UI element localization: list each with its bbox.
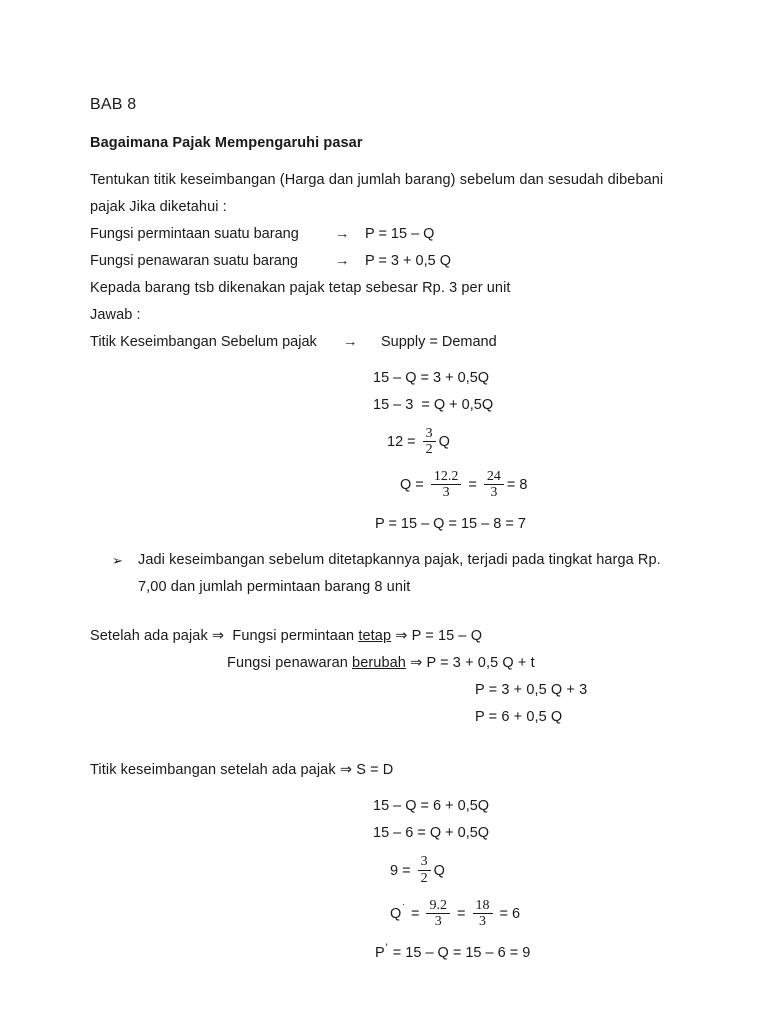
fraction-denominator: 3 <box>479 913 487 929</box>
spacer <box>90 120 690 129</box>
equation-after-2: 15 – 6 = Q + 0,5Q <box>373 825 490 842</box>
supply-function-label: Fungsi penawaran suatu barang <box>90 253 298 269</box>
before-tax-label: Titik Keseimbangan Sebelum pajak <box>90 334 317 350</box>
equation-before-1: 15 – Q = 3 + 0,5Q <box>373 370 490 386</box>
equation-after-3-lhs: 9 = <box>390 862 415 879</box>
double-arrow-icon: ⇒ <box>395 628 408 645</box>
equation-after-5 <box>375 940 690 967</box>
intro-line-2: pajak Jika diketahui : <box>90 199 227 215</box>
fraction-twentyfour-over-three <box>484 469 504 500</box>
arrowhead-bullet-icon: ➢ <box>112 553 123 569</box>
equation-after-1: 15 – Q = 6 + 0,5Q <box>373 798 490 815</box>
equation-after-4 <box>390 899 690 930</box>
after-tax-demand-prefix: Fungsi permintaan <box>224 628 359 645</box>
prime-mark: ' <box>385 941 388 954</box>
equation-before-5: P = 15 – Q = 15 – 8 = 7 <box>375 516 526 533</box>
double-arrow-icon: ⇒ <box>410 655 423 672</box>
equation-before-4-lhs: Q = <box>400 477 428 494</box>
fraction-nine-two-over-three <box>426 898 450 929</box>
equation-after-4-equals: = <box>406 905 424 922</box>
conclusion-bullet-item <box>112 547 690 601</box>
spacer <box>90 158 690 167</box>
fraction-denominator: 3 <box>434 913 442 929</box>
fraction-numerator: 18 <box>473 898 493 914</box>
fraction-denominator: 3 <box>442 485 450 501</box>
document-body <box>90 90 690 967</box>
equation-before-2: 15 – 3 = Q + 0,5Q <box>373 397 494 413</box>
fraction-numerator: 24 <box>484 469 504 485</box>
double-arrow-icon: ⇒ <box>339 762 353 779</box>
equation-after-3 <box>390 855 690 886</box>
after-tax-demand-expression: P = 15 – Q <box>407 628 483 645</box>
after-tax-equilibrium-expression: S = D <box>352 762 394 779</box>
section-heading: Bagaimana Pajak Mempengaruhi pasar <box>90 135 363 151</box>
fraction-denominator: 2 <box>425 442 433 458</box>
demand-function-row <box>90 221 690 248</box>
equation-before-3-lhs: 12 = <box>387 434 420 451</box>
tax-note: Kepada barang tsb dikenakan pajak tetap sebesar Rp. 3 per unit <box>90 280 511 296</box>
after-tax-demand-row <box>90 623 690 650</box>
spacer <box>90 356 690 365</box>
equation-before-3 <box>387 427 690 458</box>
after-tax-demand-underlined: tetap <box>358 628 392 645</box>
right-arrow-icon: → <box>335 226 350 242</box>
fraction-numerator: 3 <box>423 426 436 442</box>
equation-before-4-tail: = 8 <box>506 477 528 494</box>
fraction-denominator: 3 <box>490 485 498 501</box>
conclusion-text <box>138 547 690 601</box>
after-tax-supply-row <box>227 650 690 677</box>
equation-after-5-tail: = 15 – Q = 15 – 6 = 9 <box>388 944 531 961</box>
spacer <box>90 538 690 547</box>
after-tax-supply-line-2: P = 3 + 0,5 Q + 3 <box>475 682 588 699</box>
demand-function-expression: P = 15 – Q <box>365 226 435 242</box>
conclusion-line-2: 7,00 dan jumlah permintaan barang 8 unit <box>138 579 411 596</box>
equation-after-4-mid: = <box>452 905 470 922</box>
right-arrow-icon: → <box>335 253 350 269</box>
after-tax-supply-prefix: Fungsi penawaran <box>227 655 353 672</box>
equation-after-5-lhs: P <box>375 944 385 961</box>
fraction-numerator: 9.2 <box>426 898 450 914</box>
intro-line-1: Tentukan titik keseimbangan (Harga dan jumlah barang) sebelum dan sesudah dibebani <box>90 172 664 188</box>
equation-before-3-var: Q <box>438 434 450 451</box>
demand-function-label: Fungsi permintaan suatu barang <box>90 226 299 242</box>
equation-after-3-var: Q <box>433 862 445 879</box>
equation-after-4-tail: = 6 <box>495 905 521 922</box>
conclusion-line-1: Jadi keseimbangan sebelum ditetapkannya pajak, terjadi pada tingkat harga Rp. <box>138 552 661 569</box>
spacer <box>90 784 690 793</box>
after-tax-supply-expression: P = 3 + 0,5 Q + t <box>422 655 535 672</box>
after-tax-equilibrium-label: Titik keseimbangan setelah ada pajak <box>90 762 340 779</box>
after-tax-equilibrium-row <box>90 757 690 784</box>
right-arrow-icon: → <box>343 334 358 350</box>
equation-before-4 <box>400 470 690 501</box>
fraction-denominator: 2 <box>420 870 428 886</box>
fraction-three-halves <box>423 426 436 457</box>
after-tax-supply-line-3: P = 6 + 0,5 Q <box>475 709 563 726</box>
before-tax-expression: Supply = Demand <box>381 334 497 350</box>
fraction-eighteen-over-three <box>473 898 493 929</box>
answer-label: Jawab : <box>90 307 141 323</box>
equation-before-4-mid: = <box>464 477 481 494</box>
equation-after-4-lhs: Q <box>390 905 402 922</box>
prime-mark: ˙ <box>402 902 406 915</box>
fraction-three-halves <box>418 854 431 885</box>
fraction-twelve-two-over-three <box>431 469 462 500</box>
supply-function-row <box>90 248 690 275</box>
double-arrow-icon: ⇒ <box>211 628 225 645</box>
before-tax-equilibrium-row <box>90 329 690 356</box>
fraction-numerator: 12.2 <box>431 469 462 485</box>
chapter-title: BAB 8 <box>90 96 137 113</box>
fraction-numerator: 3 <box>418 854 431 870</box>
after-tax-supply-underlined: berubah <box>352 655 406 672</box>
spacer <box>90 731 690 757</box>
spacer <box>90 601 690 623</box>
after-tax-lead: Setelah ada pajak <box>90 628 212 645</box>
supply-function-expression: P = 3 + 0,5 Q <box>365 253 451 269</box>
